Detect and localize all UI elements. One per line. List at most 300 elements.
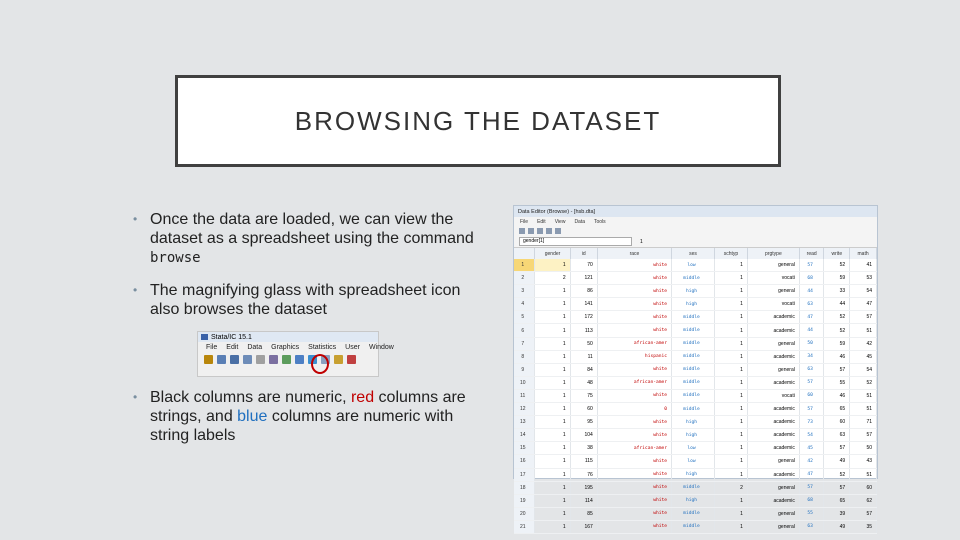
table-cell[interactable]: 52	[850, 376, 877, 389]
table-cell[interactable]: 1	[714, 429, 747, 442]
table-cell[interactable]: high	[672, 285, 715, 298]
table-cell[interactable]: middle	[672, 507, 715, 520]
row-number[interactable]: 12	[514, 403, 535, 416]
table-cell[interactable]: academic	[747, 442, 799, 455]
table-row[interactable]	[514, 324, 877, 337]
table-cell[interactable]: 62	[850, 494, 877, 507]
table-cell[interactable]: academic	[747, 376, 799, 389]
table-cell[interactable]: 42	[799, 455, 824, 468]
table-cell[interactable]: 52	[824, 259, 850, 272]
table-cell[interactable]: 11	[570, 350, 597, 363]
table-row[interactable]	[514, 403, 877, 416]
table-cell[interactable]: 57	[824, 442, 850, 455]
table-cell[interactable]: white	[597, 311, 671, 324]
variable-name-field[interactable]: gender[1]	[519, 237, 632, 246]
table-cell[interactable]: low	[672, 442, 715, 455]
row-number[interactable]: 21	[514, 520, 535, 533]
table-cell[interactable]: 54	[850, 285, 877, 298]
table-cell[interactable]: general	[747, 285, 799, 298]
table-cell[interactable]: academic	[747, 350, 799, 363]
table-cell[interactable]: 59	[824, 337, 850, 350]
table-cell[interactable]: 41	[850, 259, 877, 272]
editor-menu-item[interactable]: Edit	[537, 218, 546, 225]
table-cell[interactable]: 1	[714, 507, 747, 520]
variable-value: 1	[640, 238, 643, 245]
row-number[interactable]: 9	[514, 363, 535, 376]
row-number[interactable]: 3	[514, 285, 535, 298]
table-cell[interactable]: vocati	[747, 389, 799, 402]
table-cell[interactable]: 1	[535, 520, 570, 533]
table-cell[interactable]: general	[747, 520, 799, 533]
table-cell[interactable]: white	[597, 455, 671, 468]
table-cell[interactable]: 65	[824, 403, 850, 416]
column-header[interactable]: ses	[672, 248, 715, 259]
table-cell[interactable]: 1	[714, 376, 747, 389]
row-number[interactable]: 8	[514, 350, 535, 363]
stata-menu-bar	[198, 342, 394, 353]
column-header[interactable]: read	[799, 248, 824, 259]
table-cell[interactable]: 1	[714, 455, 747, 468]
table-row[interactable]	[514, 337, 877, 350]
table-cell[interactable]: white	[597, 468, 671, 481]
data-editor-edit-icon[interactable]	[295, 355, 304, 364]
do-file-icon[interactable]	[282, 355, 291, 364]
table-cell[interactable]: 1	[714, 298, 747, 311]
table-cell[interactable]: 43	[850, 455, 877, 468]
table-cell[interactable]: 54	[799, 429, 824, 442]
table-cell[interactable]: high	[672, 298, 715, 311]
table-cell[interactable]: 57	[799, 259, 824, 272]
table-cell[interactable]: vocati	[747, 272, 799, 285]
print-icon[interactable]	[528, 228, 534, 234]
table-cell[interactable]: 54	[850, 363, 877, 376]
table-row[interactable]	[514, 507, 877, 520]
table-cell[interactable]: 1	[535, 259, 570, 272]
table-cell[interactable]: 1	[535, 468, 570, 481]
editor-toolbar	[514, 226, 877, 236]
table-cell[interactable]: 1	[535, 494, 570, 507]
table-cell[interactable]: 1	[535, 376, 570, 389]
table-cell[interactable]: high	[672, 429, 715, 442]
grid-header	[514, 248, 877, 259]
table-cell[interactable]: 46	[824, 389, 850, 402]
table-cell[interactable]: 1	[535, 481, 570, 494]
table-cell[interactable]: 195	[570, 481, 597, 494]
table-cell[interactable]: 57	[799, 403, 824, 416]
table-cell[interactable]: 45	[850, 350, 877, 363]
table-cell[interactable]: white	[597, 507, 671, 520]
filter-icon[interactable]	[546, 228, 552, 234]
table-cell[interactable]: 51	[850, 403, 877, 416]
table-cell[interactable]: 71	[850, 416, 877, 429]
table-cell[interactable]: african-amer	[597, 442, 671, 455]
table-cell[interactable]: 1	[535, 455, 570, 468]
table-cell[interactable]: academic	[747, 416, 799, 429]
table-cell[interactable]: 76	[570, 468, 597, 481]
bullet-item	[133, 210, 493, 268]
table-cell[interactable]: academic	[747, 311, 799, 324]
table-cell[interactable]: 52	[824, 468, 850, 481]
save-icon[interactable]	[519, 228, 525, 234]
data-grid	[514, 248, 877, 534]
table-cell[interactable]: white	[597, 429, 671, 442]
table-cell[interactable]: low	[672, 259, 715, 272]
table-cell[interactable]: 55	[799, 507, 824, 520]
table-row[interactable]	[514, 285, 877, 298]
table-cell[interactable]: 63	[799, 363, 824, 376]
table-cell[interactable]: 1	[535, 389, 570, 402]
bullet-list	[133, 210, 493, 332]
row-number[interactable]: 2	[514, 272, 535, 285]
stata-app-icon	[201, 334, 208, 340]
variables-icon[interactable]	[555, 228, 561, 234]
table-cell[interactable]: 1	[535, 442, 570, 455]
table-cell[interactable]: general	[747, 363, 799, 376]
column-header[interactable]: schtyp	[714, 248, 747, 259]
table-cell[interactable]: 85	[570, 507, 597, 520]
row-number[interactable]: 18	[514, 481, 535, 494]
editor-menu-item[interactable]: View	[554, 218, 566, 225]
bullet-item	[133, 281, 493, 319]
table-cell[interactable]: middle	[672, 389, 715, 402]
table-cell[interactable]: 1	[714, 442, 747, 455]
row-number[interactable]: 16	[514, 455, 535, 468]
table-row[interactable]	[514, 298, 877, 311]
table-cell[interactable]: 39	[824, 507, 850, 520]
table-cell[interactable]: middle	[672, 363, 715, 376]
table-cell[interactable]: 73	[799, 416, 824, 429]
table-cell[interactable]: 1	[714, 403, 747, 416]
table-cell[interactable]: 1	[535, 507, 570, 520]
editor-menu-item[interactable]: Tools	[594, 218, 606, 225]
stata-titlebar	[198, 332, 378, 342]
table-cell[interactable]: 1	[714, 324, 747, 337]
table-cell[interactable]: 2	[535, 272, 570, 285]
editor-menu-item[interactable]: File	[520, 218, 529, 225]
stata-menu-item[interactable]: Edit	[226, 344, 239, 351]
table-cell[interactable]: white	[597, 285, 671, 298]
break-icon[interactable]	[347, 355, 356, 364]
table-cell[interactable]: general	[747, 259, 799, 272]
bullet-glyph: •	[133, 212, 138, 226]
table-cell[interactable]: high	[672, 416, 715, 429]
table-cell[interactable]: middle	[672, 481, 715, 494]
row-number[interactable]: 20	[514, 507, 535, 520]
table-cell[interactable]: 1	[535, 311, 570, 324]
table-cell[interactable]: academic	[747, 324, 799, 337]
bullet-text: columns are strings, and	[150, 389, 466, 425]
table-cell[interactable]: 60	[799, 389, 824, 402]
table-cell[interactable]: 1	[535, 350, 570, 363]
bullet-text: columns are numeric with string labels	[150, 408, 454, 444]
row-number[interactable]: 1	[514, 259, 535, 272]
table-cell[interactable]: 1	[535, 403, 570, 416]
clear-more-icon[interactable]	[334, 355, 343, 364]
table-cell[interactable]: general	[747, 337, 799, 350]
table-cell[interactable]: 63	[824, 429, 850, 442]
table-cell[interactable]: 57	[799, 481, 824, 494]
table-cell[interactable]: middle	[672, 324, 715, 337]
table-cell[interactable]: 51	[850, 468, 877, 481]
editor-titlebar: Data Editor (Browse) - [hsb.dta]	[514, 206, 877, 217]
row-number[interactable]: 4	[514, 298, 535, 311]
table-cell[interactable]: 1	[714, 363, 747, 376]
table-cell[interactable]: 55	[824, 376, 850, 389]
table-row[interactable]	[514, 272, 877, 285]
graph-icon[interactable]	[269, 355, 278, 364]
table-cell[interactable]: 141	[570, 298, 597, 311]
stata-menu-item[interactable]: Data	[247, 344, 263, 351]
table-cell[interactable]: 1	[714, 494, 747, 507]
table-cell[interactable]: 65	[824, 494, 850, 507]
table-row[interactable]	[514, 429, 877, 442]
table-cell[interactable]: 49	[824, 520, 850, 533]
table-cell[interactable]: 49	[824, 455, 850, 468]
table-cell[interactable]: 1	[535, 429, 570, 442]
table-cell[interactable]: 1	[535, 416, 570, 429]
row-number[interactable]: 5	[514, 311, 535, 324]
log-icon[interactable]	[243, 355, 252, 364]
bullet-list-2	[133, 388, 493, 458]
table-cell[interactable]: vocati	[747, 298, 799, 311]
table-cell[interactable]: 1	[535, 337, 570, 350]
table-cell[interactable]: 1	[714, 337, 747, 350]
column-header[interactable]: id	[570, 248, 597, 259]
table-cell[interactable]: 59	[824, 272, 850, 285]
table-cell[interactable]: 33	[824, 285, 850, 298]
table-cell[interactable]: 45	[799, 442, 824, 455]
table-cell[interactable]: 114	[570, 494, 597, 507]
table-cell[interactable]: white	[597, 416, 671, 429]
table-cell[interactable]: 42	[850, 337, 877, 350]
table-row[interactable]	[514, 520, 877, 533]
save-icon[interactable]	[217, 355, 226, 364]
table-cell[interactable]: 53	[850, 272, 877, 285]
table-cell[interactable]: white	[597, 481, 671, 494]
table-cell[interactable]: 1	[714, 311, 747, 324]
table-cell[interactable]: middle	[672, 272, 715, 285]
print-icon[interactable]	[230, 355, 239, 364]
stata-title: Stata/IC 15.1	[211, 333, 252, 341]
table-cell[interactable]: high	[672, 494, 715, 507]
table-cell[interactable]: 86	[570, 285, 597, 298]
stata-menu-item[interactable]: File	[206, 344, 218, 351]
row-number[interactable]: 15	[514, 442, 535, 455]
table-cell[interactable]: 60	[570, 403, 597, 416]
table-cell[interactable]: middle	[672, 350, 715, 363]
table-cell[interactable]: white	[597, 494, 671, 507]
table-cell[interactable]: 48	[570, 376, 597, 389]
table-cell[interactable]: academic	[747, 403, 799, 416]
table-cell[interactable]: 0	[597, 403, 671, 416]
table-cell[interactable]: 44	[824, 298, 850, 311]
table-row[interactable]	[514, 259, 877, 272]
variable-bar	[514, 236, 877, 248]
bullet-text: The magnifying glass with spreadsheet icon also browses the dataset	[150, 282, 461, 318]
table-cell[interactable]: 50	[850, 442, 877, 455]
table-cell[interactable]: middle	[672, 520, 715, 533]
table-cell[interactable]: general	[747, 507, 799, 520]
table-cell[interactable]: 38	[570, 442, 597, 455]
table-row[interactable]	[514, 468, 877, 481]
slide-title: BROWSING THE DATASET	[294, 105, 662, 136]
table-cell[interactable]: 63	[799, 520, 824, 533]
edit-icon[interactable]	[537, 228, 543, 234]
table-cell[interactable]: 57	[799, 376, 824, 389]
table-cell[interactable]: 1	[714, 520, 747, 533]
table-cell[interactable]: 172	[570, 311, 597, 324]
stata-toolbar-screenshot	[197, 331, 394, 377]
table-cell[interactable]: 44	[799, 324, 824, 337]
table-cell[interactable]: 47	[799, 311, 824, 324]
table-row[interactable]	[514, 442, 877, 455]
row-number[interactable]: 19	[514, 494, 535, 507]
row-number[interactable]: 13	[514, 416, 535, 429]
table-cell[interactable]: 51	[850, 389, 877, 402]
table-cell[interactable]: white	[597, 324, 671, 337]
table-cell[interactable]: white	[597, 363, 671, 376]
code-browse: browse	[150, 250, 201, 266]
table-cell[interactable]: 57	[850, 311, 877, 324]
red-word: red	[350, 389, 375, 406]
table-cell[interactable]: 57	[850, 429, 877, 442]
table-cell[interactable]: 47	[850, 298, 877, 311]
table-cell[interactable]: middle	[672, 403, 715, 416]
blue-word: blue	[237, 408, 268, 425]
table-cell[interactable]: 115	[570, 455, 597, 468]
table-cell[interactable]: 63	[799, 298, 824, 311]
table-cell[interactable]: 57	[824, 363, 850, 376]
table-cell[interactable]: middle	[672, 311, 715, 324]
table-cell[interactable]: 104	[570, 429, 597, 442]
table-cell[interactable]: 1	[714, 285, 747, 298]
table-cell[interactable]: 95	[570, 416, 597, 429]
table-cell[interactable]: 68	[799, 272, 824, 285]
table-cell[interactable]: middle	[672, 376, 715, 389]
grid-body	[514, 259, 877, 533]
table-cell[interactable]: 2	[714, 481, 747, 494]
table-cell[interactable]: 75	[570, 389, 597, 402]
bullet-text: Once the data are loaded, we can view the dataset as a spreadsheet using the command	[150, 211, 474, 247]
table-cell[interactable]: 57	[824, 481, 850, 494]
row-number[interactable]: 17	[514, 468, 535, 481]
table-cell[interactable]: 52	[824, 311, 850, 324]
table-cell[interactable]: academic	[747, 494, 799, 507]
data-editor-window	[513, 205, 878, 530]
table-cell[interactable]: 121	[570, 272, 597, 285]
table-cell[interactable]: 1	[714, 389, 747, 402]
table-cell[interactable]: 70	[570, 259, 597, 272]
table-row[interactable]	[514, 363, 877, 376]
table-cell[interactable]: low	[672, 455, 715, 468]
table-cell[interactable]: 46	[824, 350, 850, 363]
table-cell[interactable]: 50	[799, 337, 824, 350]
row-number[interactable]: 11	[514, 389, 535, 402]
table-cell[interactable]: 1	[714, 416, 747, 429]
table-cell[interactable]: 51	[850, 324, 877, 337]
stata-menu-item[interactable]: Graphics	[271, 344, 300, 351]
highlight-circle	[311, 354, 329, 374]
table-cell[interactable]: 52	[824, 324, 850, 337]
stata-menu-item[interactable]: User	[345, 344, 360, 351]
table-cell[interactable]: 1	[714, 272, 747, 285]
row-number[interactable]: 7	[514, 337, 535, 350]
table-cell[interactable]: 44	[799, 285, 824, 298]
table-cell[interactable]: 60	[850, 481, 877, 494]
table-cell[interactable]: 1	[535, 298, 570, 311]
column-header[interactable]	[514, 248, 535, 259]
table-cell[interactable]: 47	[799, 468, 824, 481]
table-cell[interactable]: hispanic	[597, 350, 671, 363]
table-row[interactable]	[514, 389, 877, 402]
table-row[interactable]	[514, 455, 877, 468]
table-cell[interactable]: general	[747, 455, 799, 468]
column-header[interactable]: write	[824, 248, 850, 259]
table-cell[interactable]: academic	[747, 429, 799, 442]
column-header[interactable]: prgtype	[747, 248, 799, 259]
table-cell[interactable]: 1	[535, 324, 570, 337]
table-cell[interactable]: middle	[672, 337, 715, 350]
table-row[interactable]	[514, 481, 877, 494]
table-row[interactable]	[514, 376, 877, 389]
table-row[interactable]	[514, 494, 877, 507]
viewer-icon[interactable]	[256, 355, 265, 364]
bullet-glyph: •	[133, 283, 138, 297]
column-header[interactable]: math	[850, 248, 877, 259]
open-icon[interactable]	[204, 355, 213, 364]
table-cell[interactable]: academic	[747, 468, 799, 481]
table-row[interactable]	[514, 416, 877, 429]
table-cell[interactable]: high	[672, 468, 715, 481]
stata-menu-item[interactable]: Statistics	[308, 344, 337, 351]
table-cell[interactable]: african-amer	[597, 376, 671, 389]
row-number[interactable]: 10	[514, 376, 535, 389]
table-cell[interactable]: 84	[570, 363, 597, 376]
table-cell[interactable]: 35	[850, 520, 877, 533]
table-cell[interactable]: white	[597, 389, 671, 402]
table-row[interactable]	[514, 350, 877, 363]
table-cell[interactable]: 113	[570, 324, 597, 337]
table-cell[interactable]: 34	[799, 350, 824, 363]
table-cell[interactable]: 1	[714, 468, 747, 481]
table-cell[interactable]: african-amer	[597, 337, 671, 350]
table-cell[interactable]: 1	[714, 259, 747, 272]
column-header[interactable]: race	[597, 248, 671, 259]
row-number[interactable]: 14	[514, 429, 535, 442]
table-cell[interactable]: general	[747, 481, 799, 494]
table-cell[interactable]: 1	[535, 363, 570, 376]
table-cell[interactable]: 167	[570, 520, 597, 533]
table-cell[interactable]: 1	[535, 285, 570, 298]
table-cell[interactable]: white	[597, 298, 671, 311]
bullet-glyph: •	[133, 390, 138, 404]
table-cell[interactable]: 57	[850, 507, 877, 520]
table-cell[interactable]: 60	[824, 416, 850, 429]
bullet-item	[133, 388, 493, 445]
table-cell[interactable]: white	[597, 259, 671, 272]
table-cell[interactable]: 50	[570, 337, 597, 350]
table-row[interactable]	[514, 311, 877, 324]
table-cell[interactable]: white	[597, 272, 671, 285]
table-cell[interactable]: 68	[799, 494, 824, 507]
bullet-text: Black columns are numeric,	[150, 389, 351, 406]
row-number[interactable]: 6	[514, 324, 535, 337]
table-cell[interactable]: white	[597, 520, 671, 533]
editor-menu-item[interactable]: Data	[574, 218, 585, 225]
table-cell[interactable]: 1	[714, 350, 747, 363]
column-header[interactable]: gender	[535, 248, 570, 259]
stata-menu-item[interactable]: Window	[368, 344, 394, 351]
